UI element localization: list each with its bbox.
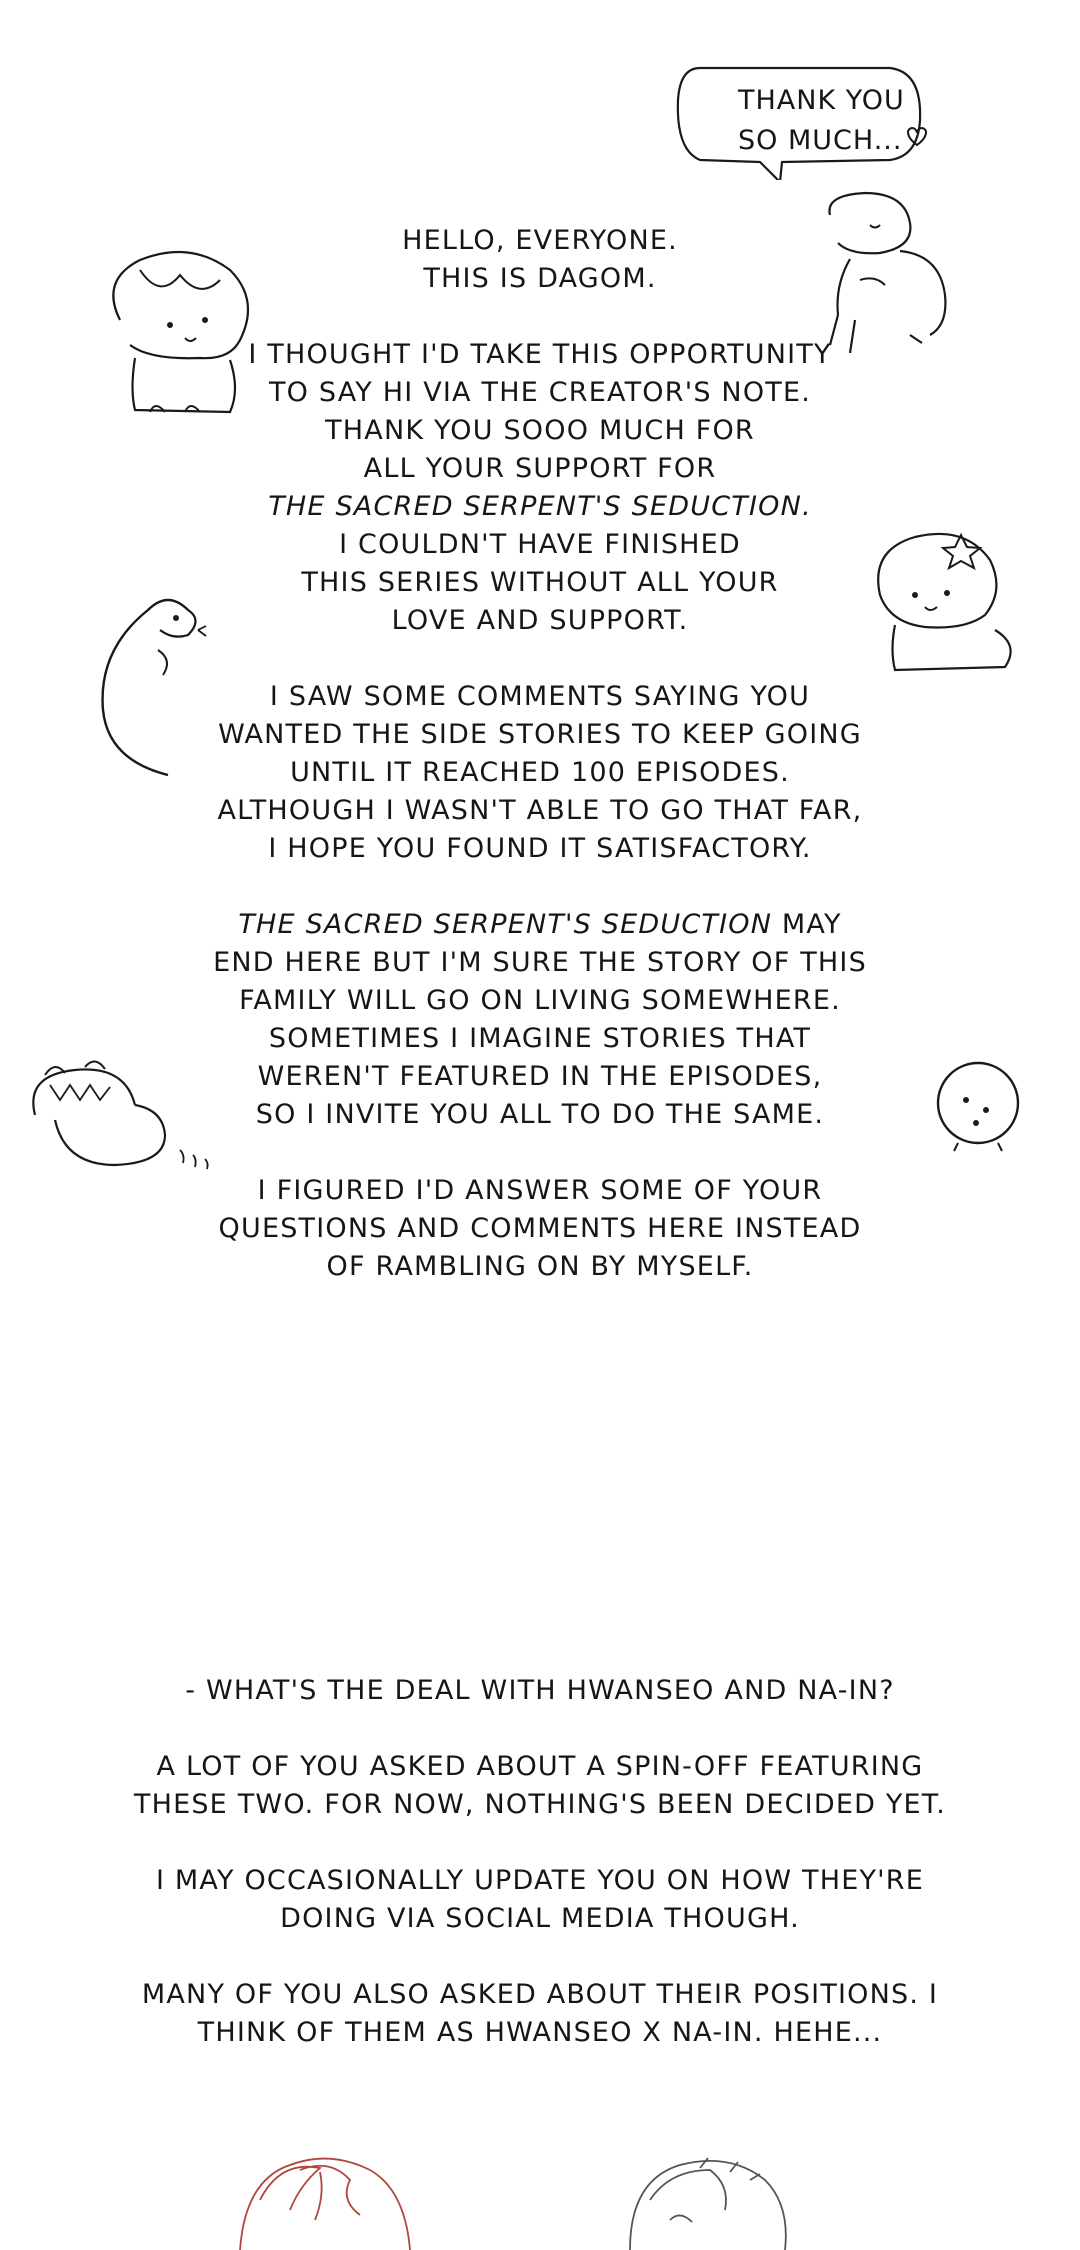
- qa-answer-2-line-2: DOING VIA SOCIAL MEDIA THOUGH.: [280, 1903, 800, 1934]
- note-p3-line-3: FAMILY WILL GO ON LIVING SOMEWHERE.: [239, 985, 841, 1016]
- note-p1-line-4: ALL YOUR SUPPORT FOR: [363, 453, 717, 484]
- note-p2-line-2: WANTED THE SIDE STORIES TO KEEP GOING: [218, 719, 862, 750]
- speech-bubble: [670, 60, 930, 180]
- speech-bubble-line-2: SO MUCH...: [738, 125, 903, 156]
- note-p1-line-7: THIS SERIES WITHOUT ALL YOUR: [301, 567, 779, 598]
- round-blob-doodle-icon: [928, 1055, 1028, 1155]
- note-p3-line-1: [150, 906, 930, 944]
- speech-bubble-outline-icon: [670, 60, 930, 180]
- heart-doodle-icon: [904, 125, 930, 147]
- series-title-italic: THE SACRED SERPENT'S SEDUCTION: [238, 909, 773, 940]
- note-p3-line-2: END HERE BUT I'M SURE THE STORY OF THIS: [213, 947, 867, 978]
- greeting-line-1: HELLO, EVERYONE.: [402, 225, 678, 256]
- note-p3-line-4: SOMETIMES I IMAGINE STORIES THAT: [268, 1023, 812, 1054]
- note-p2-line-5: I HOPE YOU FOUND IT SATISFACTORY.: [268, 833, 812, 864]
- greeting-line-2: THIS IS DAGOM.: [423, 263, 657, 294]
- note-p1-line-8: LOVE AND SUPPORT.: [391, 605, 689, 636]
- note-p2-line-1: I SAW SOME COMMENTS SAYING YOU: [269, 681, 811, 712]
- qa-answer-3-line-1: MANY OF YOU ALSO ASKED ABOUT THEIR POSITIONS. I: [141, 1979, 939, 2010]
- note-p4-line-2: QUESTIONS AND COMMENTS HERE INSTEAD: [218, 1213, 862, 1244]
- note-p1-line-6: I COULDN'T HAVE FINISHED: [339, 529, 741, 560]
- note-p1-line-1: I THOUGHT I'D TAKE THIS OPPORTUNITY: [248, 339, 832, 370]
- creators-note-qa: [100, 1672, 980, 2052]
- note-p1-line-2: TO SAY HI VIA THE CREATOR'S NOTE.: [268, 377, 812, 408]
- qa-question-title: - WHAT'S THE DEAL WITH HWANSEO AND NA-IN?: [185, 1675, 895, 1706]
- speech-bubble-line-1: THANK YOU: [738, 85, 905, 116]
- note-p3-line-5: WEREN'T FEATURED IN THE EPISODES,: [257, 1061, 823, 1092]
- note-p2-line-4: ALTHOUGH I WASN'T ABLE TO GO THAT FAR,: [217, 795, 863, 826]
- qa-answer-1-line-2: THESE TWO. FOR NOW, NOTHING'S BEEN DECIDED YET.: [133, 1789, 947, 1820]
- note-p1-line-5: THE SACRED SERPENT'S SEDUCTION.: [268, 491, 812, 522]
- qa-answer-1-line-1: A LOT OF YOU ASKED ABOUT A SPIN-OFF FEATURING: [156, 1751, 924, 1782]
- qa-answer-3-line-2: THINK OF THEM AS HWANSEO X NA-IN. HEHE...: [197, 2017, 883, 2048]
- note-p2-line-3: UNTIL IT REACHED 100 EPISODES.: [290, 757, 790, 788]
- qa-answer-2-line-1: I MAY OCCASIONALLY UPDATE YOU ON HOW THEY'RE: [155, 1865, 925, 1896]
- creators-note-intro: [150, 222, 930, 1286]
- note-p4-line-1: I FIGURED I'D ANSWER SOME OF YOUR: [257, 1175, 823, 1206]
- note-p3-line-6: SO I INVITE YOU ALL TO DO THE SAME.: [255, 1099, 825, 1130]
- note-p4-line-3: OF RAMBLING ON BY MYSELF.: [326, 1251, 754, 1282]
- note-p1-line-3: THANK YOU SOOO MUCH FOR: [325, 415, 755, 446]
- note-p3-line-1-rest: MAY: [772, 909, 842, 940]
- character-heads-doodle-icon: [230, 2140, 890, 2250]
